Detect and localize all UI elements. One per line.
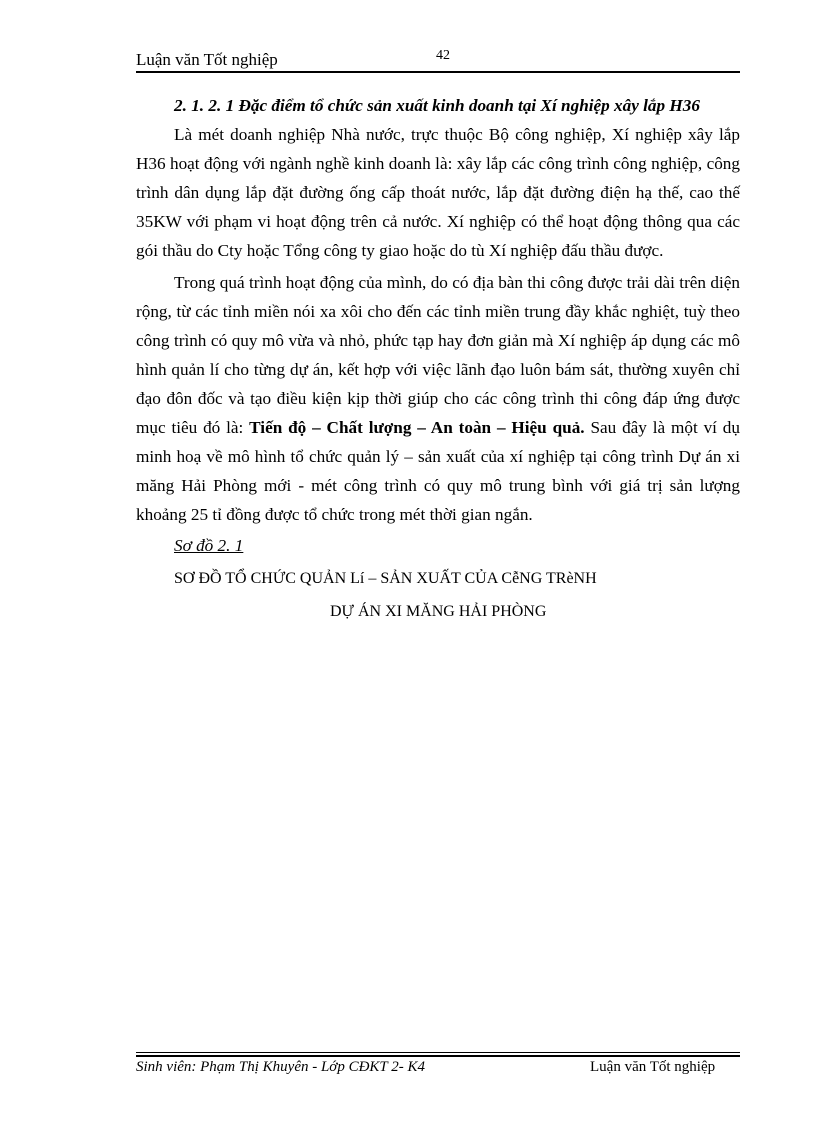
footer-rule-top — [136, 1052, 740, 1053]
footer-student-info: Sinh viên: Phạm Thị Khuyên - Lớp CĐKT 2- K4 — [136, 1059, 425, 1075]
paragraph-2-text-start: Trong quá trình hoạt động của mình, do có địa bàn thi công được trải dài trên diện rộng, từ các tỉnh miền nói xa xôi cho đến các tỉnh miền trung đầy khắc nghiệt, tuỳ theo công trình có quy mô vừa và nhỏ, phức tạp hay đơn giản mà Xí nghiệp áp dụng các mô hình quản lí cho từng dự án, kết hợp với việc lãnh đạo luôn bám sát, thường xuyên chỉ đạo đôn đốc và tạo điều kiện kịp thời giúp cho các công trình thi công đáp ứng được mục tiêu đó là: — [136, 273, 740, 437]
section-heading: 2. 1. 2. 1 Đặc điểm tổ chức sản xuất kinh doanh tại Xí nghiệp xây lắp H36 — [174, 96, 700, 115]
paragraph-2-bold-goals: Tiến độ – Chất lượng – An toàn – Hiệu quả. — [249, 418, 585, 437]
diagram-label: Sơ đồ 2. 1 — [174, 536, 244, 555]
footer-rule-bottom — [136, 1055, 740, 1057]
diagram-title — [174, 564, 740, 626]
page-number: 42 — [436, 48, 450, 63]
header-rule — [136, 71, 740, 73]
diagram-title-line-2: DỰ ÁN XI MĂNG HẢI PHÒNG — [330, 603, 547, 620]
diagram-title-line-1: SƠ ĐỒ TỔ CHỨC QUẢN Lí – SẢN XUẤT CỦA CễNG TRèNH — [174, 570, 597, 587]
paragraph-2-text-end: Sau đây là một ví dụ minh hoạ về mô hình tổ chức quản lý – sản xuất của xí nghiệp tại công trình Dự án xi măng Hải Phòng mới - mét công trình có quy mô trung bình với giá trị sản lượng khoảng 25 tỉ đồng được tổ chức trong mét thời gian ngắn. — [136, 418, 740, 524]
paragraph-2 — [136, 268, 740, 529]
paragraph-1: Là mét doanh nghiệp Nhà nước, trực thuộc Bộ công nghiệp, Xí nghiệp xây lắp H36 hoạt động với ngành nghề kinh doanh là: xây lắp các công trình công nghiệp, công trình dân dụng lắp đặt đường ống cấp thoát nước, lắp đặt đường điện hạ thế, cao thế 35KW với phạm vi hoạt động trên cả nước. Xí nghiệp có thể hoạt động thông qua các gói thầu do Cty hoặc Tổng công ty giao hoặc do tù Xí nghiệp đấu thầu được. — [136, 125, 740, 260]
header-title: Luận văn Tốt nghiệp — [136, 50, 278, 69]
footer-title: Luận văn Tốt nghiệp — [590, 1059, 716, 1075]
page-content — [136, 92, 740, 626]
